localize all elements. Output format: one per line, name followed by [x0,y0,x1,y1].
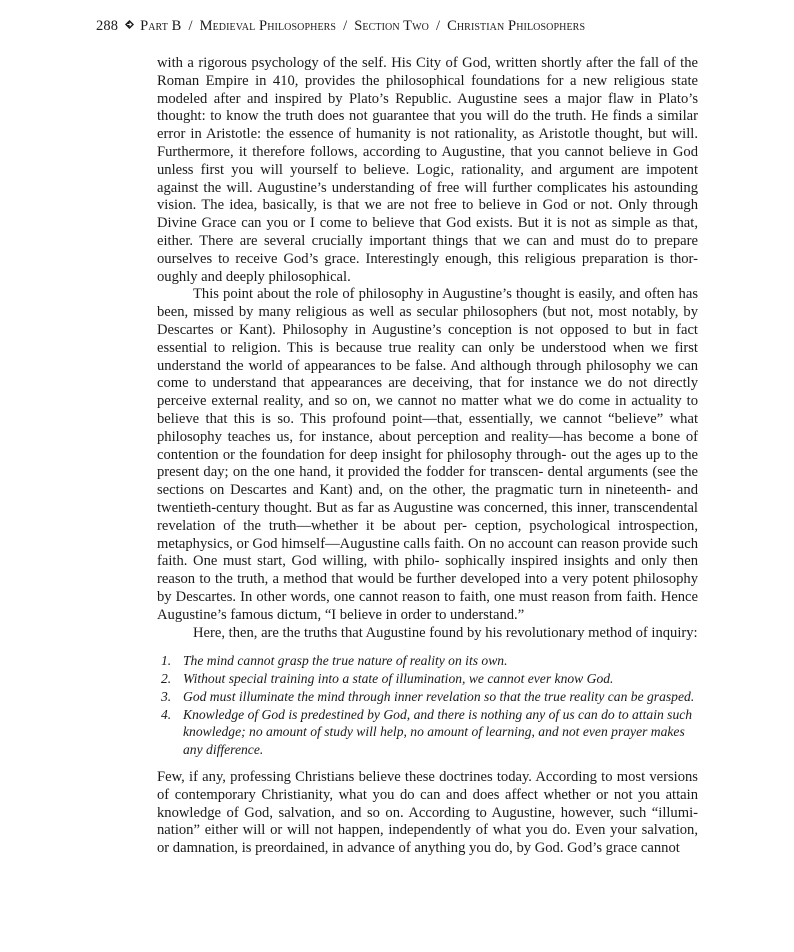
list-item [157,706,698,759]
paragraph-2: This point about the role of philosophy in Augustine’s thought is easily, and often has been, missed by many religious as well as secular philosophers (but not, most notably, by Descartes or Kant). Philosophy in Augustine’s conception is not opposed to but in fact essential to religion. This is because true reality can only be understood when we first understand the world of appearances to be false. And although through philosophy we can come to understand that appearances are deceiving, that for instance we do not directly perceive external reality, and so on, we cannot no matter what we do come in actuality to believe that this is so. This profound point—that, essentially, we cannot “believe” what philosophy teaches us, for instance, about perception and reality—has become a bone of contention or the foundation for deep insight for philosophy through- out the ages up to the present day; on the one hand, it provided the fodder for transcen- dental arguments (see the sections on Descartes and Kant) and, on the other, the pragmatic turn in nineteenth- and twentieth-century thought. But as far as Augustine was concerned, this inner, transcendental revelation of the truth—whether it be about per- ception, psychological introspection, metaphysics, or God himself—Augustine calls faith. On no account can reason provide such faith. One must start, God willing, with philo- sophically inspired insights and only then reason to the truth, a method that would be further developed into a very potent philosophy by Descartes. In other words, one cannot reason to faith, one must reason from faith. Hence Augustine’s famous dictum, “I believe in order to understand.” [157,286,698,623]
header-section-1: Medieval Philosophers [199,18,337,34]
page-number: 288 [96,18,119,34]
list-item-number: 2. [161,671,172,687]
list-item-number: 3. [161,688,172,704]
running-header [96,18,736,38]
header-section-2: Section Two [354,18,429,34]
truths-list [157,652,698,759]
list-item [157,688,698,706]
paragraph-4: Few, if any, professing Christians believe these doctrines today. According to most versions of contemporary Christianity, what you do can and does affect whether or not you attain knowledge of God, salvation, and so on. According to Augustine, however, such “illumi- nation” either will or will not happen, independently of what you do. Even your salvation, or damnation, is preordained, in advance of anything you do, by God. God’s grace cannot [157,769,698,857]
list-item-number: 1. [161,653,172,669]
paragraph-1: with a rigorous psychology of the self. His City of God, written shortly after the fall of the Roman Empire in 410, provides the philosophical foundations for a new religious state modeled after and inspired by Plato’s Republic. Augustine sees a major flaw in Plato’s thought: to know the truth does not guarantee that you will do the truth. He finds a similar error in Aristotle: the essence of humanity is not rationality, as Aristotle thought, but will. Furthermore, it therefore follows, according to Augustine, that you cannot believe in God unless first you will yourself to believe. Logic, rationality, and argument are impotent against the will. Augustine’s understanding of free will further complicates his astounding vision. The idea, basically, is that we are not free to believe in God or not. Only through Divine Grace can you or I come to believe that God exists. But it is not as simple as that, either. There are several crucially important things that we can and must do to prepare ourselves to receive God’s grace. Interestingly enough, this religious preparation is thor- oughly and deeply philosophical. [157,55,698,285]
header-section-3: Christian Philosophers [447,18,586,34]
list-item [157,652,698,670]
header-part: Part B [140,18,182,34]
list-item-number: 4. [161,706,172,722]
page-body [157,55,698,858]
diamond-arrow-icon [125,20,134,29]
list-item-text: Without special training into a state of illumination, we cannot ever know God. [183,671,614,687]
header-separator: / [435,18,441,34]
header-separator: / [343,18,348,34]
list-item-text: The mind cannot grasp the true nature of reality on its own. [183,653,508,669]
list-item-text: God must illuminate the mind through inner revelation so that the true reality can be grasped. [183,688,695,704]
list-item-text: Knowledge of God is predestined by God, and there is nothing any of us can do to attain such knowledge; no amount of study will help, no amount of learning, and not even prayer makes any difference. [183,706,693,758]
header-separator: / [188,18,193,34]
paragraph-3: Here, then, are the truths that Augustine found by his revolutionary method of inquiry: [193,624,698,641]
list-item [157,670,698,688]
